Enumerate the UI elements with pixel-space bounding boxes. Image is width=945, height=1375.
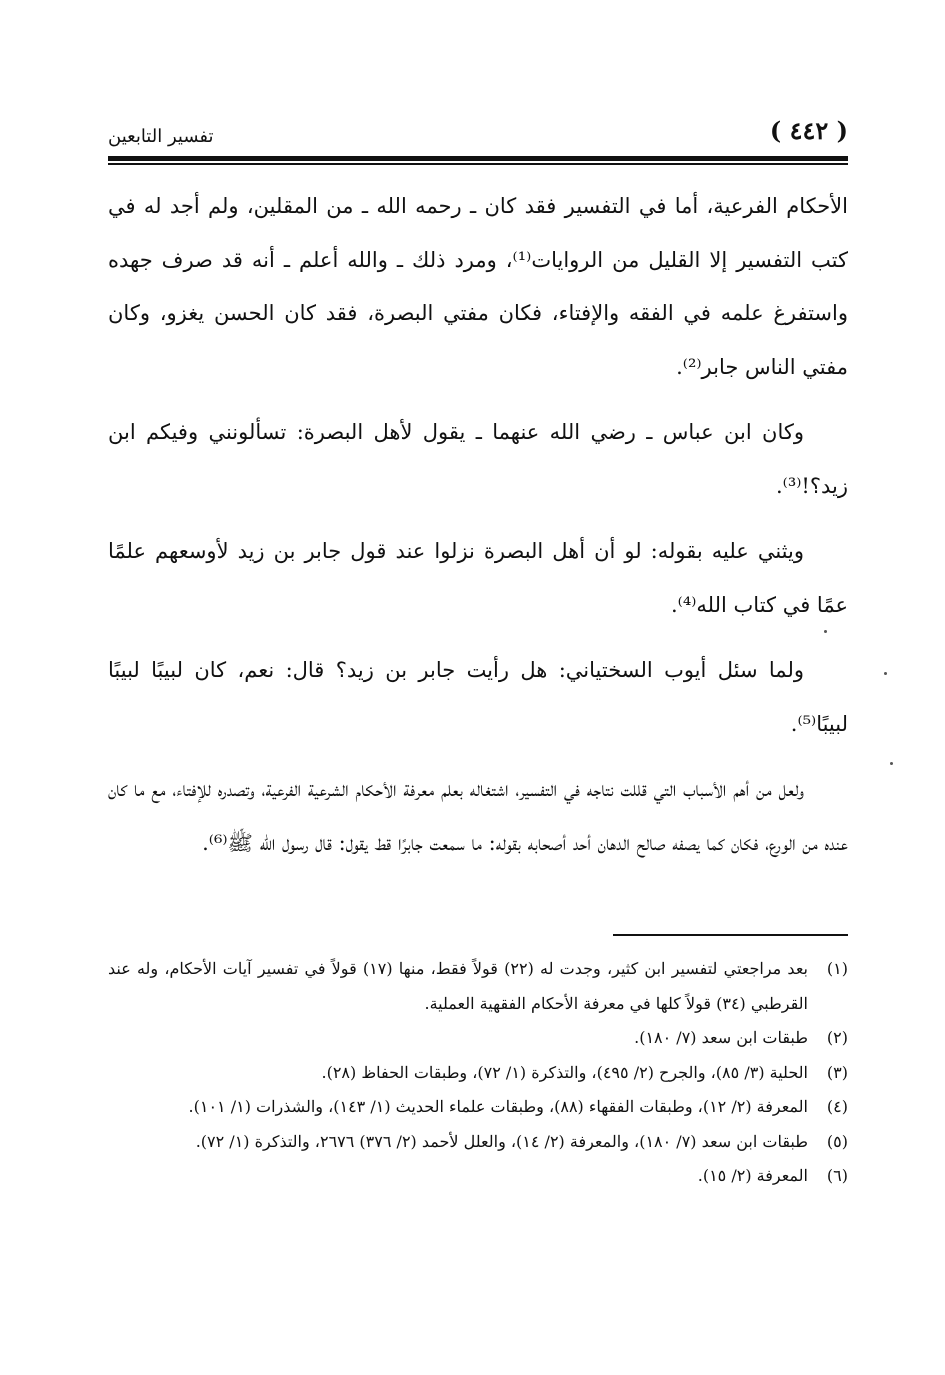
footnote-5 (108, 1125, 848, 1160)
footnote-number: (٢) (826, 1028, 848, 1047)
footnote-text: المعرفة (٢/ ١٢)، وطبقات الفقهاء (٨٨)، وطبقات علماء الحديث (١/ ١٤٣)، والشذرات (١/ ١٠١). (188, 1097, 808, 1116)
footnote-3 (108, 1056, 848, 1091)
header-rule-thin (108, 163, 848, 165)
footnotes (108, 952, 848, 1194)
page-number: ( ٤٤٢ ) (769, 116, 848, 145)
scan-speck (890, 762, 893, 765)
paragraph-1: الأحكام الفرعية، أما في التفسير فقد كان ـ رحمه الله ـ من المقلين، ولم أجد له في كتب التفسير إلا القليل من الروايات⁽¹⁾، ومرد ذلك ـ والله أعلم ـ أنه قد صرف جهده واستفرغ علمه في الفقه والإفتاء، فكان مفتي البصرة، فقد كان الحسن يغزو، وكان مفتي الناس جابر⁽²⁾. (108, 194, 848, 379)
paragraph-3: ويثني عليه بقوله: لو أن أهل البصرة نزلوا عند قول جابر بن زيد لأوسعهم علمًا عمًا في كتاب الله⁽⁴⁾. (108, 539, 848, 617)
footnote-4 (108, 1090, 848, 1125)
footnote-separator (613, 934, 848, 936)
header-rule-thick (108, 156, 848, 161)
footnote-text: الحلية (٣/ ٨٥)، والجرح (٢/ ٤٩٥)، والتذكرة (١/ ٧٢)، وطبقات الحفاظ (٢٨). (321, 1062, 808, 1082)
scan-speck (884, 672, 887, 675)
paragraph-5: ولعل من أهم الأسباب التي قللت نتاجه في التفسير، اشتغاله بعلم معرفة الأحكام الشرعية الفرعية، وتصدره للإفتاء، مع ما كان عنده من الورع، فكان كما يصفه صالح الدهان أحد أصحابه بقوله: ما سمعت جابرًا قط يقول: قال رسول الله ﷺ⁽⁶⁾. (108, 777, 848, 855)
footnote-number: (٣) (826, 1062, 848, 1082)
page-header (108, 112, 848, 156)
footnote-text: طبقات ابن سعد (٧/ ١٨٠). (634, 1028, 808, 1047)
footnote-text: طبقات ابن سعد (٧/ ١٨٠)، والمعرفة (٢/ ١٤)، والعلل لأحمد (٢/ ٣٧٦) ٢٦٧٦، والتذكرة (١/ ٧٢). (195, 1131, 808, 1151)
body-text (108, 180, 848, 882)
footnote-6 (108, 1159, 848, 1194)
footnote-text: بعد مراجعتي لتفسير ابن كثير، وجدت له (٢٢) قولاً فقط، منها (١٧) قولاً في تفسير آيات الأحكام، وله عند القرطبي (٣٤) قولاً كلها في معرفة الأحكام الفقهية العملية. (108, 959, 809, 1013)
running-title: تفسير التابعين (108, 126, 214, 147)
footnote-number: (٥) (826, 1131, 848, 1151)
paragraph-4: ولما سئل أيوب السختياني: هل رأيت جابر بن زيد؟ قال: نعم، كان لبيبًا لبيبًا لبيبًا⁽⁵⁾. (108, 658, 848, 736)
footnote-number: (١) (826, 959, 848, 978)
scan-speck (824, 630, 827, 633)
footnote-number: (٤) (826, 1097, 848, 1116)
footnote-2 (108, 1021, 848, 1056)
footnote-text: المعرفة (٢/ ١٥). (697, 1166, 808, 1185)
footnote-1 (108, 952, 848, 1021)
footnote-number: (٦) (826, 1166, 848, 1185)
paragraph-2: وكان ابن عباس ـ رضي الله عنهما ـ يقول لأهل البصرة: تسألونني وفيكم ابن زيد؟!⁽³⁾. (108, 420, 848, 498)
